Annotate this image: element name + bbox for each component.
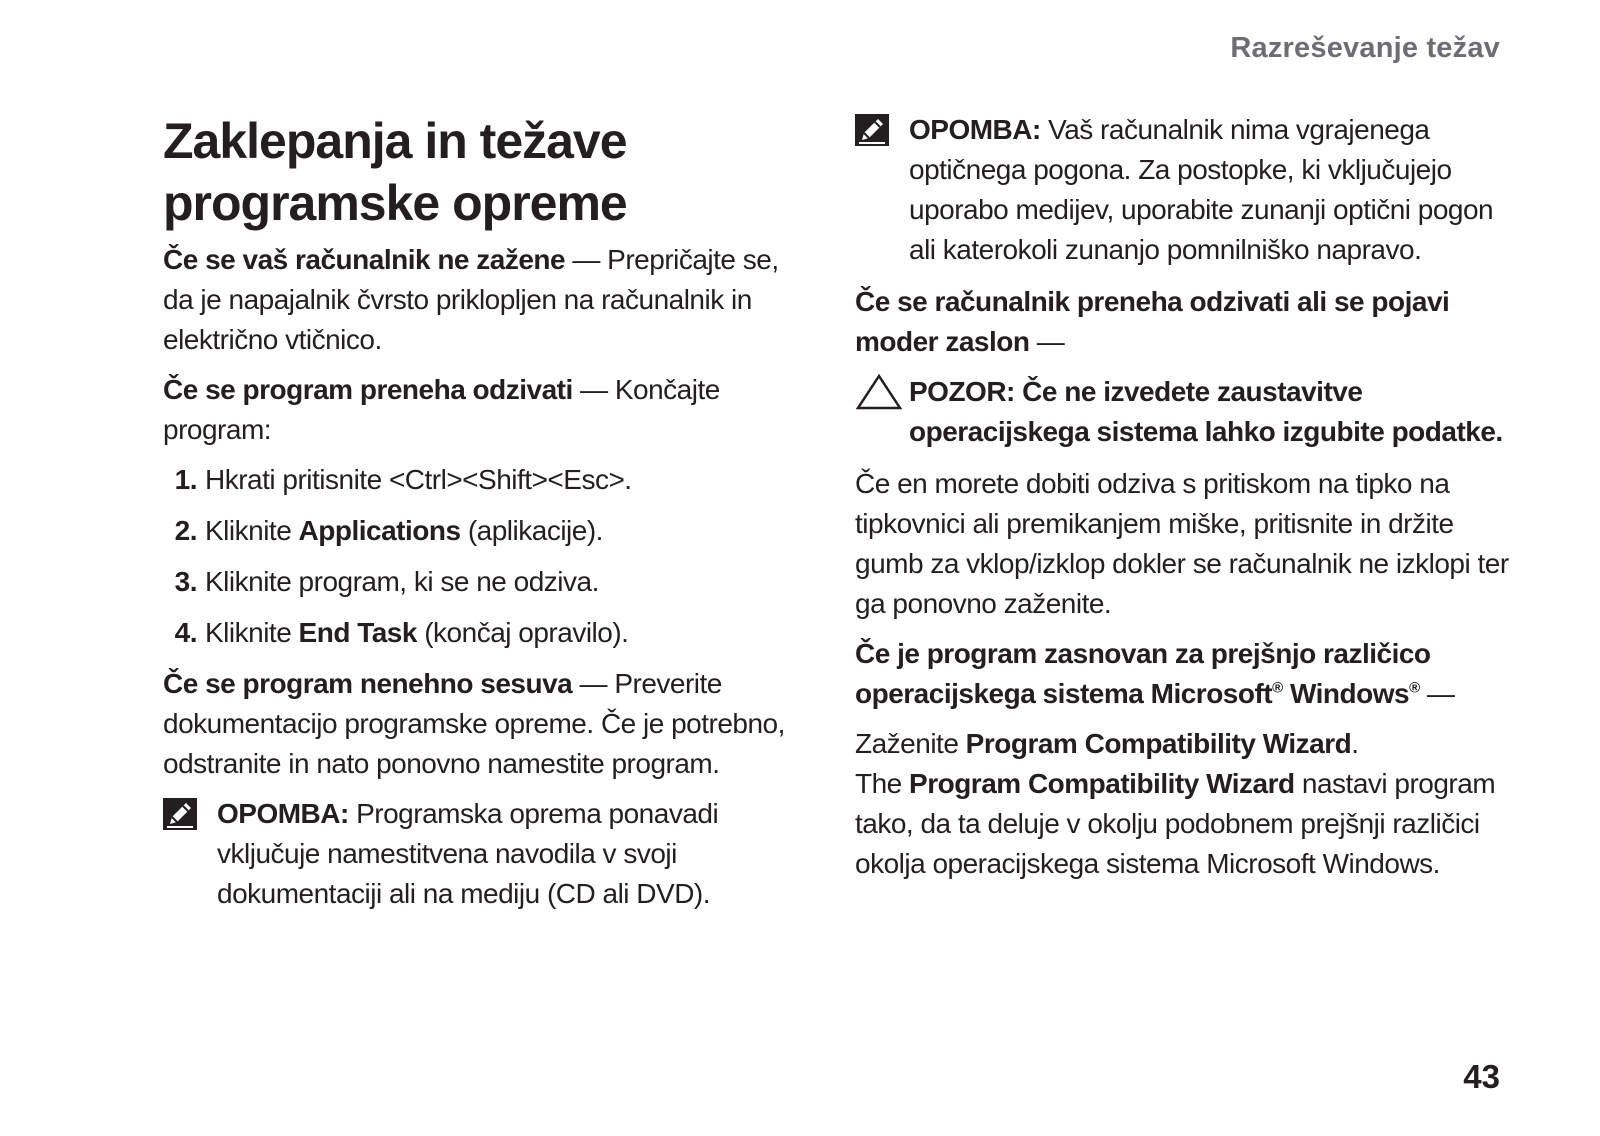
heading-compat-dash: — bbox=[1419, 678, 1455, 709]
lead-program-crash: Če se program nenehno sesuva bbox=[163, 668, 573, 699]
heading-blue-screen bbox=[855, 282, 1515, 362]
note-icon-wrap bbox=[163, 794, 217, 834]
step-number: 3. bbox=[174, 566, 197, 597]
step-text-post: (končaj opravilo). bbox=[416, 617, 629, 648]
note-label: OPOMBA: bbox=[909, 114, 1041, 145]
registered-mark: ® bbox=[1409, 679, 1420, 697]
step-text-post: (aplikacije). bbox=[460, 515, 603, 546]
step-text-pre: Kliknite program, ki se ne odziva. bbox=[205, 566, 599, 597]
wizard2-post: nastavi program tako, da ta deluje v okolju podobnem prejšnji različici okolja operacijskega sistema Microsoft Windows. bbox=[855, 768, 1496, 879]
heading-compat-part2: Windows bbox=[1282, 678, 1410, 709]
caution-icon-wrap bbox=[855, 372, 909, 412]
heading-blue-screen-text: Če se računalnik preneha odzivati ali se pojavi moder zaslon bbox=[855, 286, 1450, 357]
title-line-2: programske opreme bbox=[163, 175, 627, 231]
wizard2-bold: Program Compatibility Wizard bbox=[909, 768, 1295, 799]
step-text bbox=[205, 613, 628, 653]
text-no-start: — Prepričajte se, da je napajalnik čvrsto priklopljen na računalnik in električno vtičnico. bbox=[163, 244, 779, 355]
title-line-1: Zaklepanja in težave bbox=[163, 113, 627, 169]
paragraph-wizard bbox=[855, 724, 1515, 884]
note-text bbox=[909, 110, 1515, 270]
note-body: Programska oprema ponavadi vključuje namestitvena navodila v svoji dokumentaciji ali na mediju (CD ali DVD). bbox=[217, 798, 719, 909]
page-number: 43 bbox=[1463, 1058, 1500, 1095]
left-column bbox=[163, 110, 813, 926]
text-program-crash: — Preverite dokumentacijo programske opreme. Če je potrebno, odstranite in nato ponovno namestite program. bbox=[163, 668, 785, 779]
note-text bbox=[217, 794, 813, 914]
list-item bbox=[163, 511, 813, 551]
right-column bbox=[855, 110, 1515, 884]
note-callout bbox=[163, 794, 813, 914]
wizard-post: . bbox=[1351, 728, 1359, 759]
step-text bbox=[205, 511, 603, 551]
heading-compat bbox=[855, 634, 1515, 714]
steps-list bbox=[163, 460, 813, 653]
step-text-bold: Applications bbox=[298, 515, 461, 546]
text-program-freeze: — Končajte program: bbox=[163, 374, 720, 445]
caution-callout bbox=[855, 372, 1515, 452]
step-text bbox=[205, 460, 632, 500]
step-text-pre: Kliknite bbox=[205, 515, 299, 546]
lead-no-start: Če se vaš računalnik ne zažene bbox=[163, 244, 566, 275]
step-number: 1. bbox=[174, 464, 197, 495]
note-callout bbox=[855, 110, 1515, 270]
paragraph-program-crash bbox=[163, 664, 813, 784]
list-item bbox=[163, 562, 813, 602]
paragraph-freeze: Če en morete dobiti odziva s pritiskom na tipko na tipkovnici ali premikanjem miške, pritisnite in držite gumb za vklop/izklop dokler se računalnik ne izklopi ter ga ponovno zaženite. bbox=[855, 468, 1509, 619]
wizard-pre: Zaženite bbox=[855, 728, 966, 759]
step-text-pre: Kliknite bbox=[205, 617, 299, 648]
step-text-bold: End Task bbox=[298, 617, 417, 648]
paragraph-no-start bbox=[163, 240, 813, 360]
wizard-bold: Program Compatibility Wizard bbox=[965, 728, 1352, 759]
registered-mark: ® bbox=[1272, 679, 1283, 697]
step-number: 2. bbox=[174, 515, 197, 546]
step-number: 4. bbox=[174, 617, 197, 648]
lead-program-freeze: Če se program preneha odzivati bbox=[163, 374, 573, 405]
note-label: OPOMBA: bbox=[217, 798, 349, 829]
page-title bbox=[163, 110, 813, 234]
list-item bbox=[163, 613, 813, 653]
note-icon-wrap bbox=[855, 110, 909, 150]
running-head: Razreševanje težav bbox=[1230, 32, 1500, 64]
step-text bbox=[205, 562, 599, 602]
caution-triangle-icon bbox=[855, 373, 903, 411]
caution-text: POZOR: Če ne izvedete zaustavitve operacijskega sistema lahko izgubite podatke. bbox=[909, 376, 1503, 447]
list-item bbox=[163, 460, 813, 500]
wizard2-pre: The bbox=[855, 768, 910, 799]
step-text-pre: Hkrati pritisnite <Ctrl><Shift><Esc>. bbox=[205, 464, 632, 495]
note-pencil-icon bbox=[163, 798, 197, 830]
heading-blue-screen-dash: — bbox=[1029, 326, 1065, 357]
heading-compat-text bbox=[855, 638, 1431, 709]
note-body: Vaš računalnik nima vgrajenega optičnega pogona. Za postopke, ki vključujejo uporabo medijev, uporabite zunanji optični pogon ali katerokoli zunanjo pomnilniško napravo. bbox=[909, 114, 1494, 265]
heading-compat-part1: Če je program zasnovan za prejšnjo različico operacijskega sistema Microsoft bbox=[855, 638, 1431, 709]
paragraph-program-freeze bbox=[163, 370, 813, 450]
note-pencil-icon bbox=[855, 114, 889, 146]
